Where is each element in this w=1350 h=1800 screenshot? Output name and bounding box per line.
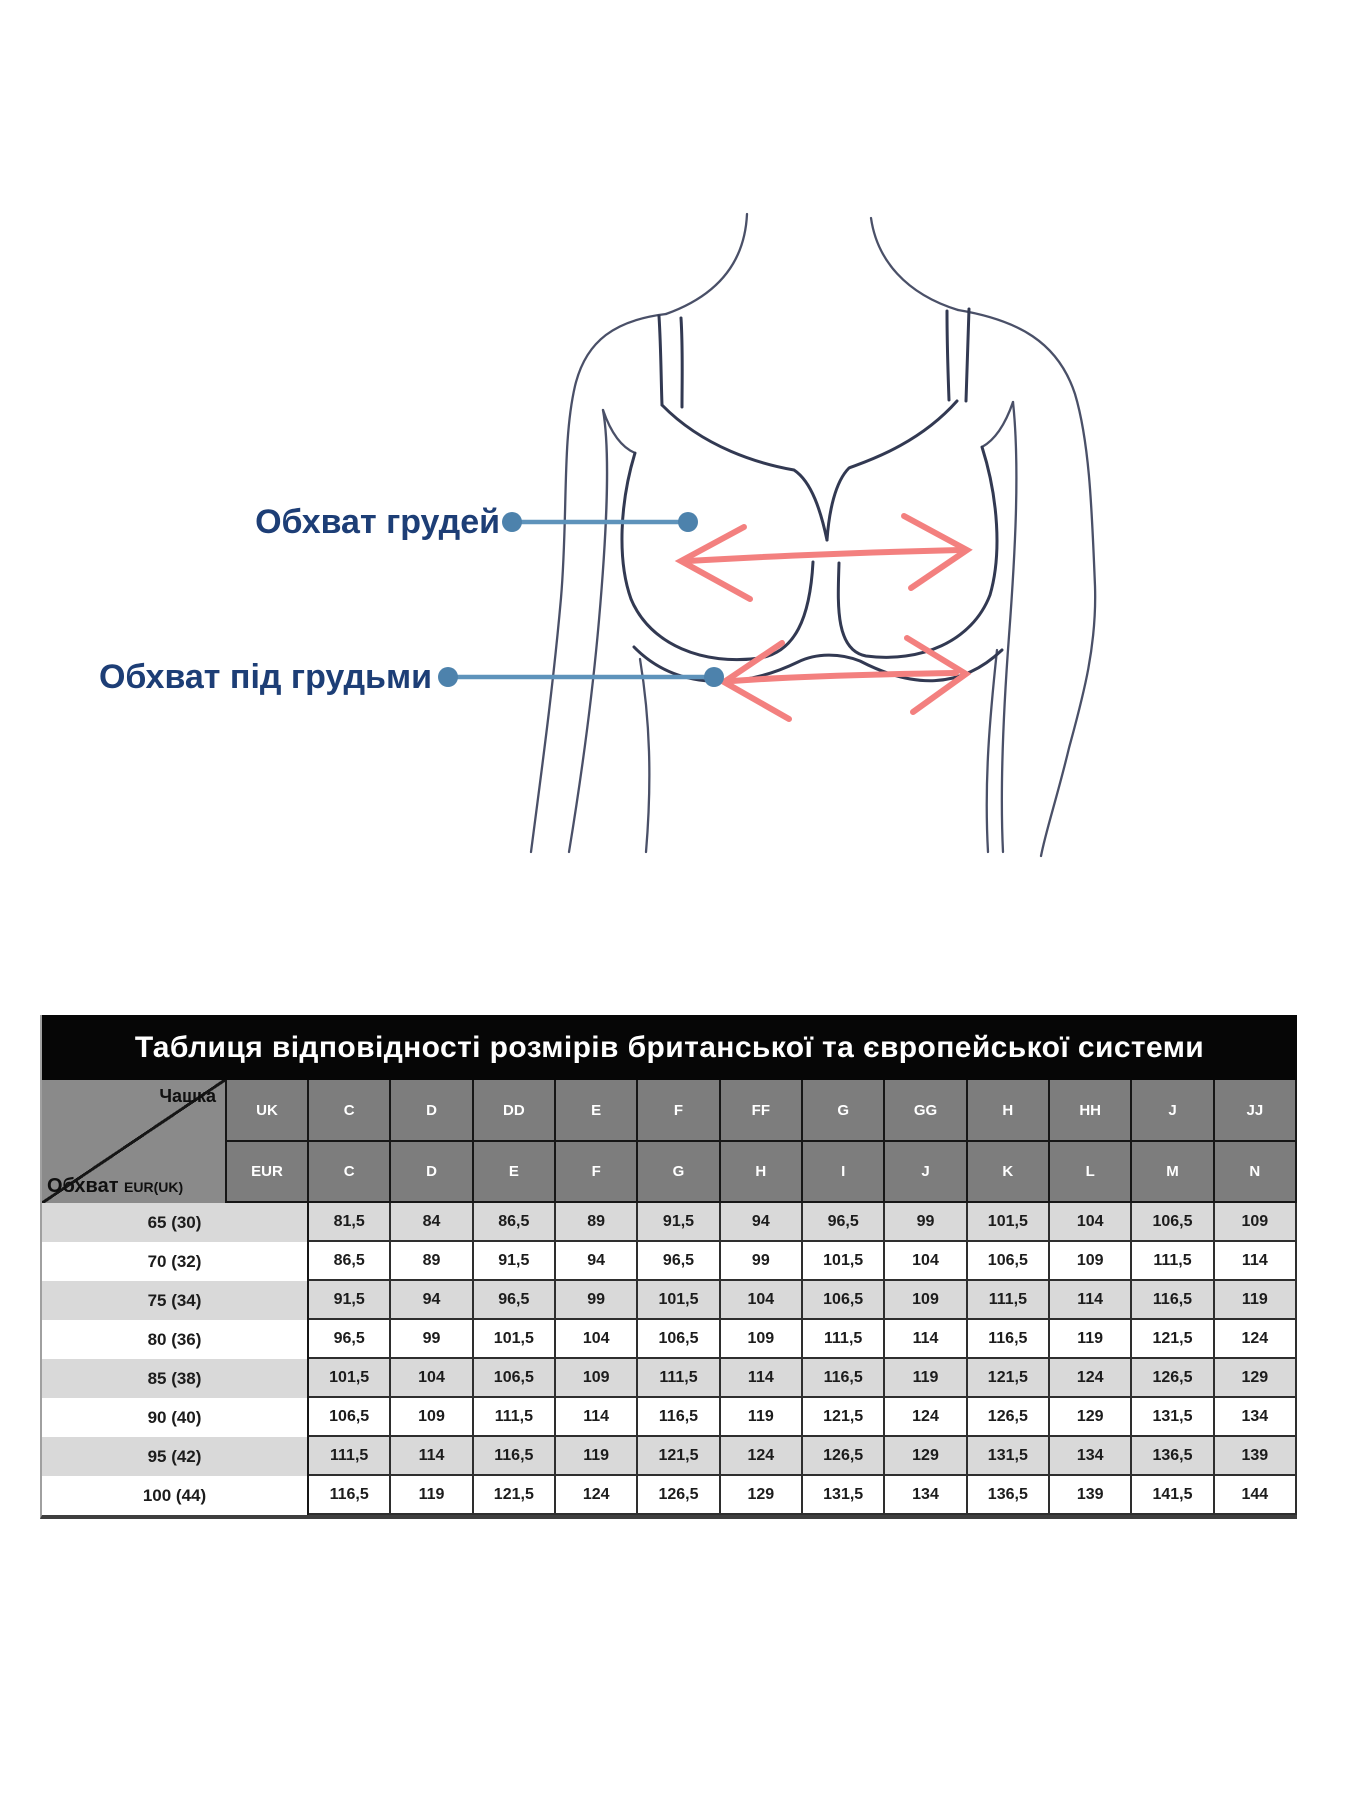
value-cell: 111,5 (1132, 1242, 1214, 1281)
uk-cup-cell: GG (885, 1080, 967, 1142)
value-cell: 129 (721, 1476, 803, 1515)
value-cell: 121,5 (474, 1476, 556, 1515)
value-cell: 86,5 (309, 1242, 391, 1281)
uk-cup-cell: D (391, 1080, 473, 1142)
value-cell: 114 (1050, 1281, 1132, 1320)
value-cell: 126,5 (968, 1398, 1050, 1437)
value-cell: 136,5 (968, 1476, 1050, 1515)
eur-cup-cell: I (803, 1142, 885, 1203)
value-cell: 104 (1050, 1203, 1132, 1242)
table-title: Таблиця відповідності розмірів британської та європейської системи (42, 1015, 1297, 1080)
eur-cup-cell: J (885, 1142, 967, 1203)
value-cell: 109 (885, 1281, 967, 1320)
figure-armpit-left (603, 410, 635, 453)
band-cell: 80 (36) (42, 1320, 309, 1359)
value-cell: 119 (885, 1359, 967, 1398)
leader-dot (438, 667, 458, 687)
value-cell: 96,5 (803, 1203, 885, 1242)
leader-dot (678, 512, 698, 532)
bra-cup-top-right (827, 401, 957, 540)
underbust-label: Обхват під грудьми (98, 658, 432, 696)
value-cell: 124 (556, 1476, 638, 1515)
uk-unit-cell: UK (227, 1080, 309, 1142)
value-cell: 104 (556, 1320, 638, 1359)
value-cell: 101,5 (803, 1242, 885, 1281)
uk-cup-cell: H (968, 1080, 1050, 1142)
value-cell: 139 (1050, 1476, 1132, 1515)
bra-sketch (622, 309, 1002, 681)
value-cell: 134 (885, 1476, 967, 1515)
value-cell: 101,5 (309, 1359, 391, 1398)
value-cell: 99 (721, 1242, 803, 1281)
value-cell: 119 (391, 1476, 473, 1515)
eur-cup-cell: M (1132, 1142, 1214, 1203)
value-cell: 96,5 (638, 1242, 720, 1281)
value-cell: 101,5 (968, 1203, 1050, 1242)
value-cell: 111,5 (803, 1320, 885, 1359)
value-cell: 104 (391, 1359, 473, 1398)
value-cell: 111,5 (638, 1359, 720, 1398)
bra-strap-left-2 (681, 318, 682, 407)
value-cell: 116,5 (474, 1437, 556, 1476)
value-cell: 121,5 (803, 1398, 885, 1437)
value-cell: 81,5 (309, 1203, 391, 1242)
figure-arm-right-inner (1002, 402, 1017, 852)
corner-girth-label (47, 1175, 183, 1198)
band-cell: 70 (32) (42, 1242, 309, 1281)
value-cell: 141,5 (1132, 1476, 1214, 1515)
value-cell: 109 (1215, 1203, 1297, 1242)
value-cell: 124 (721, 1437, 803, 1476)
value-cell: 131,5 (1132, 1398, 1214, 1437)
value-cell: 96,5 (474, 1281, 556, 1320)
bust-arrow-shaft (688, 550, 960, 561)
value-cell: 106,5 (309, 1398, 391, 1437)
value-cell: 94 (391, 1281, 473, 1320)
leader-dot (502, 512, 522, 532)
figure-arm-right-outer (958, 310, 1095, 856)
corner-girth-word: Обхват (47, 1175, 125, 1197)
value-cell: 134 (1050, 1437, 1132, 1476)
uk-cup-cell: JJ (1215, 1080, 1297, 1142)
value-cell: 109 (556, 1359, 638, 1398)
figure-neck-right (871, 218, 958, 310)
eur-cup-cell: D (391, 1142, 473, 1203)
band-cell: 65 (30) (42, 1203, 309, 1242)
eur-cup-cell: C (309, 1142, 391, 1203)
figure-armpit-right (982, 402, 1013, 447)
value-cell: 116,5 (803, 1359, 885, 1398)
value-cell: 106,5 (638, 1320, 720, 1359)
uk-cup-cell: G (803, 1080, 885, 1142)
underbust-arrow (724, 638, 966, 719)
value-cell: 126,5 (803, 1437, 885, 1476)
value-cell: 89 (556, 1203, 638, 1242)
bra-strap-right-2 (966, 309, 969, 401)
value-cell: 111,5 (968, 1281, 1050, 1320)
value-cell: 116,5 (309, 1476, 391, 1515)
value-cell: 114 (721, 1359, 803, 1398)
value-cell: 106,5 (1132, 1203, 1214, 1242)
size-grid (42, 1080, 1297, 1515)
uk-cup-cell: DD (474, 1080, 556, 1142)
value-cell: 129 (1215, 1359, 1297, 1398)
value-cell: 121,5 (638, 1437, 720, 1476)
bust-label: Обхват грудей (255, 503, 500, 541)
bra-measurement-diagram (0, 0, 1350, 880)
value-cell: 114 (1215, 1242, 1297, 1281)
figure-arm-left-inner (569, 410, 607, 852)
bra-strap-right-1 (947, 311, 949, 400)
eur-cup-cell: G (638, 1142, 720, 1203)
value-cell: 109 (1050, 1242, 1132, 1281)
band-cell: 90 (40) (42, 1398, 309, 1437)
value-cell: 131,5 (803, 1476, 885, 1515)
value-cell: 131,5 (968, 1437, 1050, 1476)
value-cell: 119 (1050, 1320, 1132, 1359)
value-cell: 89 (391, 1242, 473, 1281)
value-cell: 99 (885, 1203, 967, 1242)
size-table (40, 1015, 1297, 1519)
value-cell: 121,5 (1132, 1320, 1214, 1359)
value-cell: 121,5 (968, 1359, 1050, 1398)
value-cell: 91,5 (309, 1281, 391, 1320)
eur-cup-cell: H (721, 1142, 803, 1203)
uk-cup-cell: J (1132, 1080, 1214, 1142)
value-cell: 94 (721, 1203, 803, 1242)
figure-neck-left (666, 214, 747, 314)
value-cell: 124 (885, 1398, 967, 1437)
value-cell: 106,5 (803, 1281, 885, 1320)
value-cell: 84 (391, 1203, 473, 1242)
figure-torso-right (987, 650, 997, 852)
value-cell: 109 (391, 1398, 473, 1437)
value-cell: 111,5 (309, 1437, 391, 1476)
eur-cup-cell: K (968, 1142, 1050, 1203)
band-cell: 85 (38) (42, 1359, 309, 1398)
value-cell: 106,5 (474, 1359, 556, 1398)
uk-cup-cell: E (556, 1080, 638, 1142)
value-cell: 86,5 (474, 1203, 556, 1242)
value-cell: 104 (885, 1242, 967, 1281)
figure-torso-left (640, 659, 649, 852)
figure-arm-left-outer (531, 314, 666, 852)
value-cell: 99 (391, 1320, 473, 1359)
corner-girth-units: EUR(UK) (124, 1179, 184, 1195)
value-cell: 101,5 (474, 1320, 556, 1359)
value-cell: 116,5 (968, 1320, 1050, 1359)
value-cell: 111,5 (474, 1398, 556, 1437)
corner-cell (42, 1080, 227, 1203)
uk-cup-cell: FF (721, 1080, 803, 1142)
value-cell: 114 (885, 1320, 967, 1359)
eur-unit-cell: EUR (227, 1142, 309, 1203)
value-cell: 119 (1215, 1281, 1297, 1320)
value-cell: 129 (1050, 1398, 1132, 1437)
value-cell: 106,5 (968, 1242, 1050, 1281)
torso-sketch (531, 214, 1095, 856)
uk-cup-cell: HH (1050, 1080, 1132, 1142)
uk-cup-cell: C (309, 1080, 391, 1142)
value-cell: 94 (556, 1242, 638, 1281)
eur-cup-cell: E (474, 1142, 556, 1203)
value-cell: 101,5 (638, 1281, 720, 1320)
eur-cup-cell: F (556, 1142, 638, 1203)
value-cell: 124 (1050, 1359, 1132, 1398)
value-cell: 126,5 (1132, 1359, 1214, 1398)
value-cell: 109 (721, 1320, 803, 1359)
value-cell: 134 (1215, 1398, 1297, 1437)
value-cell: 119 (721, 1398, 803, 1437)
value-cell: 114 (391, 1437, 473, 1476)
value-cell: 96,5 (309, 1320, 391, 1359)
bra-strap-left-1 (659, 316, 662, 405)
value-cell: 104 (721, 1281, 803, 1320)
eur-cup-cell: L (1050, 1142, 1132, 1203)
value-cell: 129 (885, 1437, 967, 1476)
leader-dot (704, 667, 724, 687)
corner-cup-label: Чашка (159, 1086, 216, 1106)
value-cell: 144 (1215, 1476, 1297, 1515)
value-cell: 136,5 (1132, 1437, 1214, 1476)
uk-cup-cell: F (638, 1080, 720, 1142)
band-cell: 95 (42) (42, 1437, 309, 1476)
value-cell: 91,5 (474, 1242, 556, 1281)
value-cell: 116,5 (1132, 1281, 1214, 1320)
value-cell: 139 (1215, 1437, 1297, 1476)
value-cell: 114 (556, 1398, 638, 1437)
value-cell: 116,5 (638, 1398, 720, 1437)
value-cell: 91,5 (638, 1203, 720, 1242)
value-cell: 126,5 (638, 1476, 720, 1515)
value-cell: 124 (1215, 1320, 1297, 1359)
value-cell: 99 (556, 1281, 638, 1320)
band-cell: 75 (34) (42, 1281, 309, 1320)
band-cell: 100 (44) (42, 1476, 309, 1515)
eur-cup-cell: N (1215, 1142, 1297, 1203)
value-cell: 119 (556, 1437, 638, 1476)
